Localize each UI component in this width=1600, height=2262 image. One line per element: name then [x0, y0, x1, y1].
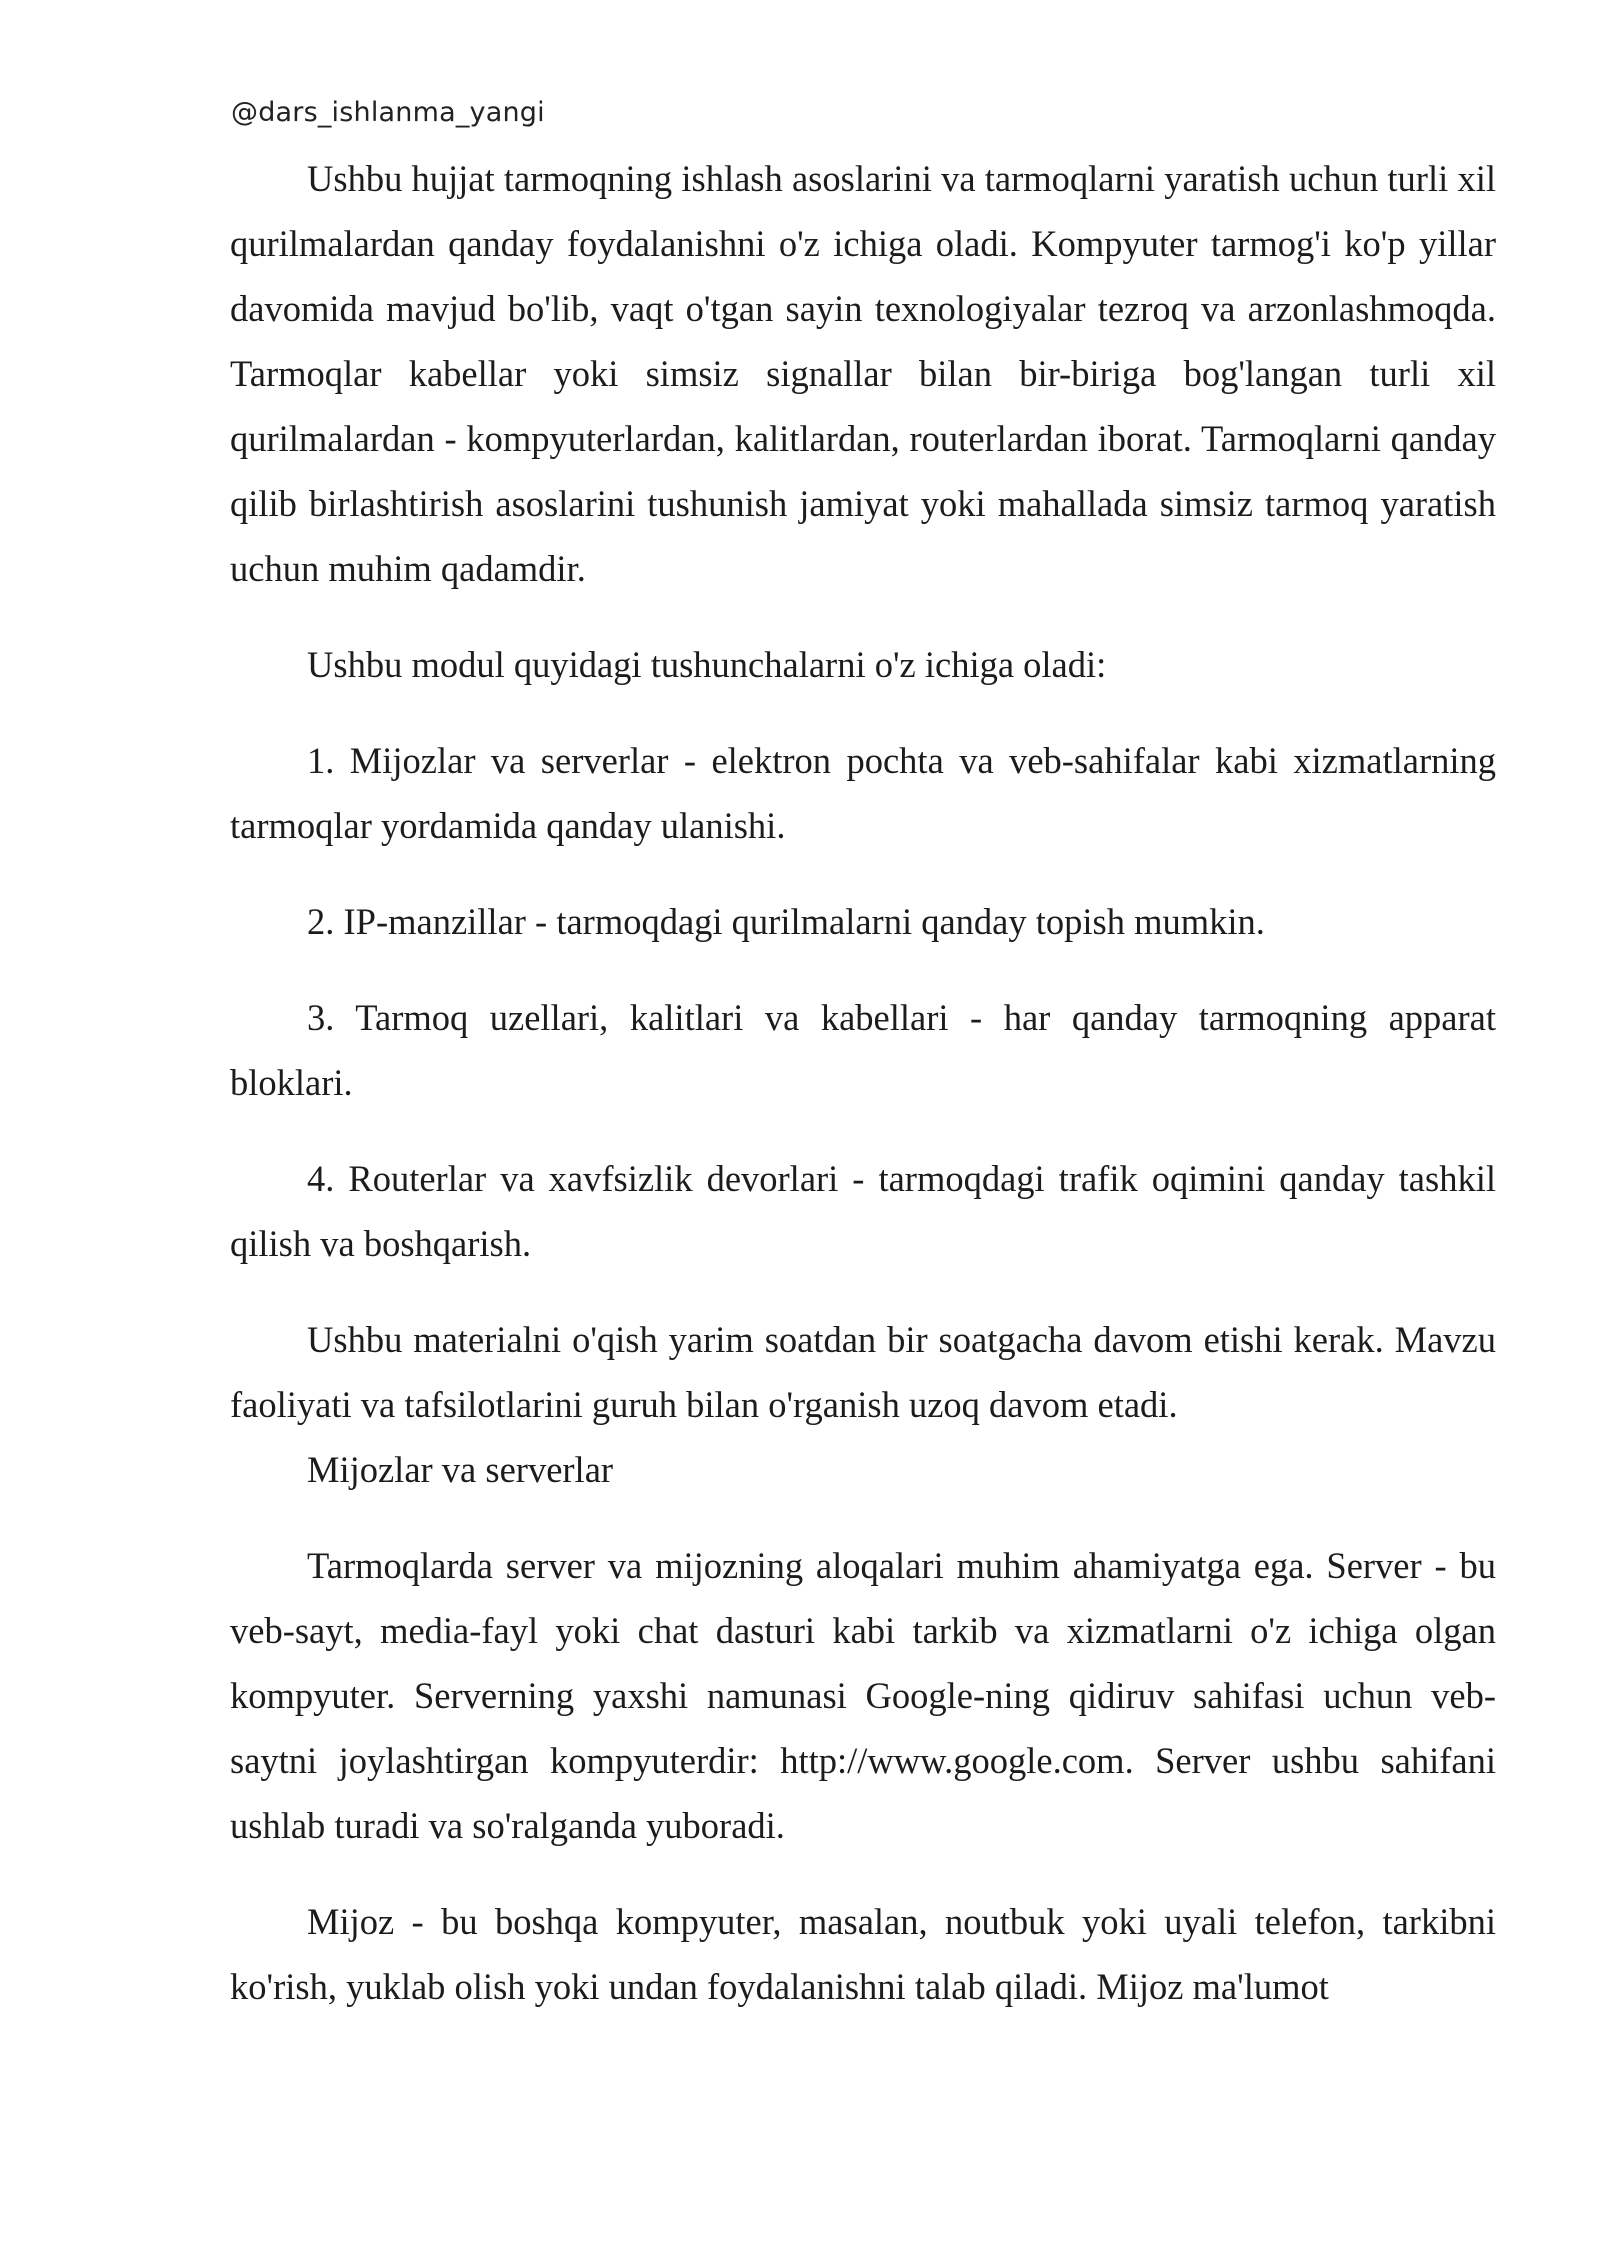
document-body [230, 146, 1496, 2019]
list-item: 3. Tarmoq uzellari, kalitlari va kabellari - har qanday tarmoqning apparat bloklari. [230, 997, 1496, 1103]
list-item: 1. Mijozlar va serverlar - elektron pochta va veb-sahifalar kabi xizmatlarning tarmoqlar yordamida qanday ulanishi. [230, 740, 1496, 846]
list-item: 4. Routerlar va xavfsizlik devorlari - tarmoqdagi trafik oqimini qanday tashkil qilish va boshqarish. [230, 1158, 1496, 1264]
module-intro-paragraph: Ushbu modul quyidagi tushunchalarni o'z ichiga oladi: [307, 644, 1107, 685]
server-paragraph: Tarmoqlarda server va mijozning aloqalari muhim ahamiyatga ega. Server - bu veb-sayt, media-fayl yoki chat dasturi kabi tarkib va xizmatlarni o'z ichiga olgan kompyuter. Serverning yaxshi namunasi Google-ning qidiruv sahifasi uchun veb-saytni joylashtirgan kompyuterdir: http://www.google.com. Server ushbu sahifani ushlab turadi va so'ralganda yuboradi. [230, 1545, 1496, 1846]
reading-time-paragraph: Ushbu materialni o'qish yarim soatdan bir soatgacha davom etishi kerak. Mavzu faoliyati va tafsilotlarini guruh bilan o'rganish uzoq davom etadi. [230, 1319, 1496, 1425]
client-paragraph: Mijoz - bu boshqa kompyuter, masalan, noutbuk yoki uyali telefon, tarkibni ko'rish, yuklab olish yoki undan foydalanishni talab qiladi. Mijoz ma'lumot [230, 1901, 1496, 2007]
section-heading: Mijozlar va serverlar [307, 1449, 614, 1490]
channel-tag: @dars_ishlanma_yangi [231, 97, 545, 128]
intro-paragraph: Ushbu hujjat tarmoqning ishlash asoslarini va tarmoqlarni yaratish uchun turli xil qurilmalardan qanday foydalanishni o'z ichiga oladi. Kompyuter tarmog'i ko'p yillar davomida mavjud bo'lib, vaqt o'tgan sayin texnologiyalar tezroq va arzonlashmoqda. Tarmoqlar kabellar yoki simsiz signallar bilan bir-biriga bog'langan turli xil qurilmalardan - kompyuterlardan, kalitlardan, routerlardan iborat. Tarmoqlarni qanday qilib birlashtirish asoslarini tushunish jamiyat yoki mahallada simsiz tarmoq yaratish uchun muhim qadamdir. [230, 158, 1496, 589]
list-item: 2. IP-manzillar - tarmoqdagi qurilmalarni qanday topish mumkin. [307, 901, 1265, 942]
